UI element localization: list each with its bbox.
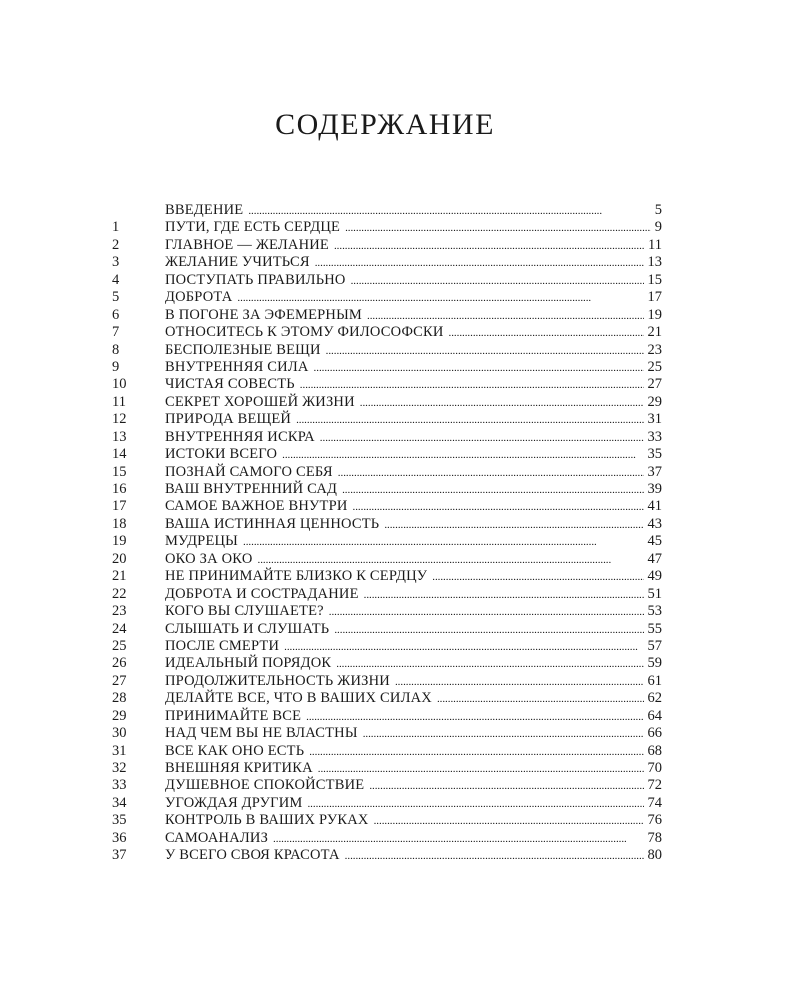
chapter-number: 35	[112, 812, 127, 829]
dot-leader	[345, 847, 644, 864]
dot-leader	[353, 498, 644, 515]
toc-entry	[112, 289, 662, 306]
page-number: 59	[647, 655, 662, 672]
toc-entry	[112, 307, 662, 324]
chapter-title: КОНТРОЛЬ В ВАШИХ РУКАХ	[165, 812, 369, 829]
dot-leader	[336, 655, 643, 672]
page-number: 37	[647, 463, 662, 480]
dot-leader	[351, 272, 644, 289]
page-number: 57	[647, 637, 662, 654]
page-number: 29	[647, 393, 662, 410]
toc-entry	[112, 516, 662, 533]
toc-entry	[112, 673, 662, 690]
toc-entry	[112, 324, 662, 341]
toc-entry	[112, 254, 662, 271]
page-number: 47	[647, 550, 662, 567]
chapter-number: 7	[112, 324, 120, 341]
chapter-number: 23	[112, 603, 127, 620]
chapter-title: ГЛАВНОЕ — ЖЕЛАНИЕ	[165, 236, 329, 253]
dot-leader	[314, 359, 644, 376]
chapter-number: 16	[112, 481, 127, 497]
dot-leader	[437, 690, 644, 707]
dot-leader	[248, 202, 650, 219]
dot-leader	[237, 289, 643, 306]
chapter-title: ДОБРОТА И СОСТРАДАНИЕ	[165, 585, 359, 602]
chapter-title: СЛЫШАТЬ И СЛУШАТЬ	[165, 620, 330, 637]
chapter-title: БЕСПОЛЕЗНЫЕ ВЕЩИ	[165, 341, 321, 358]
toc-entry	[112, 359, 662, 376]
page-number: 9	[654, 219, 662, 236]
chapter-title: ОКО ЗА ОКО	[165, 550, 253, 567]
chapter-number: 12	[112, 411, 127, 428]
chapter-number: 8	[112, 341, 120, 358]
page-number: 15	[647, 271, 662, 288]
page-number: 5	[654, 202, 662, 218]
chapter-number: 30	[112, 725, 127, 742]
page-number: 72	[647, 777, 662, 794]
dot-leader	[306, 708, 643, 725]
chapter-title: ДУШЕВНОЕ СПОКОЙСТВИЕ	[165, 777, 365, 794]
toc-entry	[112, 411, 662, 428]
page-number: 23	[647, 341, 662, 358]
dot-leader	[334, 237, 644, 254]
chapter-title: ЧИСТАЯ СОВЕСТЬ	[165, 376, 295, 393]
toc-entry	[112, 551, 662, 568]
chapter-number: 2	[112, 236, 120, 253]
chapter-number: 15	[112, 463, 127, 480]
toc-entry	[112, 219, 662, 236]
dot-leader	[384, 516, 643, 533]
page-number: 62	[647, 690, 662, 707]
chapter-title: ВВЕДЕНИЕ	[165, 202, 244, 218]
chapter-number: 3	[112, 254, 120, 271]
chapter-title: ИДЕАЛЬНЫЙ ПОРЯДОК	[165, 655, 332, 672]
chapter-title: САМОАНАЛИЗ	[165, 829, 269, 846]
chapter-title: ПУТИ, ГДЕ ЕСТЬ СЕРДЦЕ	[165, 219, 341, 236]
chapter-title: НАД ЧЕМ ВЫ НЕ ВЛАСТНЫ	[165, 725, 358, 742]
dot-leader	[342, 481, 643, 498]
chapter-title: ПРИРОДА ВЕЩЕЙ	[165, 411, 292, 428]
page-number: 51	[647, 585, 662, 602]
chapter-number: 20	[112, 550, 127, 567]
chapter-number: 5	[112, 289, 120, 306]
toc-entry	[112, 690, 662, 707]
chapter-number: 6	[112, 306, 120, 323]
toc-entry	[112, 812, 662, 829]
chapter-title: ВСЕ КАК ОНО ЕСТЬ	[165, 742, 305, 759]
page-number: 43	[647, 515, 662, 532]
page-number: 45	[647, 533, 662, 550]
chapter-number: 18	[112, 515, 127, 532]
toc-entry	[112, 708, 662, 725]
dot-leader	[320, 429, 644, 446]
chapter-number: 21	[112, 568, 127, 585]
toc-entry	[112, 568, 662, 585]
chapter-title: ДЕЛАЙТЕ ВСЕ, ЧТО В ВАШИХ СИЛАХ	[165, 690, 432, 707]
page-number: 35	[647, 446, 662, 463]
toc-entry	[112, 342, 662, 359]
dot-leader	[284, 638, 643, 655]
toc-entry	[112, 760, 662, 777]
page-number: 13	[647, 254, 662, 271]
page-number: 33	[647, 428, 662, 445]
dot-leader	[374, 812, 644, 829]
page-number: 21	[647, 324, 662, 341]
chapter-number: 32	[112, 760, 127, 776]
page-number: 11	[648, 236, 662, 253]
dot-leader	[395, 673, 644, 690]
toc-entry	[112, 743, 662, 760]
toc-entry	[112, 603, 662, 620]
chapter-number: 37	[112, 847, 127, 864]
chapter-title: ВНЕШНЯЯ КРИТИКА	[165, 760, 313, 776]
toc-entry	[112, 202, 662, 219]
page-number: 53	[647, 603, 662, 620]
chapter-title: ПОСТУПАТЬ ПРАВИЛЬНО	[165, 271, 346, 288]
toc-entry	[112, 621, 662, 638]
page-number: 78	[647, 829, 662, 846]
page-number: 74	[647, 794, 662, 811]
chapter-title: САМОЕ ВАЖНОЕ ВНУТРИ	[165, 498, 348, 515]
chapter-number: 9	[112, 358, 120, 375]
chapter-number: 10	[112, 376, 127, 393]
chapter-title: ЖЕЛАНИЕ УЧИТЬСЯ	[165, 254, 310, 271]
dot-leader	[318, 760, 644, 777]
toc-entry	[112, 446, 662, 463]
chapter-number: 29	[112, 707, 127, 724]
page-number: 80	[647, 847, 662, 864]
toc-entry	[112, 376, 662, 393]
dot-leader	[282, 446, 643, 463]
dot-leader	[364, 586, 644, 603]
chapter-number: 31	[112, 742, 127, 759]
dot-leader	[273, 830, 643, 847]
page-number: 70	[647, 760, 662, 776]
page-number: 68	[647, 742, 662, 759]
toc-entry	[112, 655, 662, 672]
page-number: 49	[647, 568, 662, 585]
page-number: 39	[647, 481, 662, 497]
chapter-number: 19	[112, 533, 127, 550]
chapter-title: ПРОДОЛЖИТЕЛЬНОСТЬ ЖИЗНИ	[165, 672, 390, 689]
chapter-title: В ПОГОНЕ ЗА ЭФЕМЕРНЫМ	[165, 306, 363, 323]
chapter-title: ПОСЛЕ СМЕРТИ	[165, 637, 280, 654]
dot-leader	[329, 603, 644, 620]
toc-entry	[112, 394, 662, 411]
page-title: СОДЕРЖАНИЕ	[275, 108, 495, 141]
chapter-title: КОГО ВЫ СЛУШАЕТЕ?	[165, 603, 324, 620]
page-number: 19	[647, 306, 662, 323]
chapter-number: 14	[112, 446, 127, 463]
dot-leader	[243, 533, 643, 550]
dot-leader	[334, 621, 643, 638]
dot-leader	[338, 464, 644, 481]
chapter-number: 17	[112, 498, 127, 515]
dot-leader	[300, 376, 644, 393]
chapter-title: ВАША ИСТИННАЯ ЦЕННОСТЬ	[165, 515, 380, 532]
page-number: 55	[647, 620, 662, 637]
toc-entry	[112, 533, 662, 550]
page-number: 31	[647, 411, 662, 428]
chapter-title: ПРИНИМАЙТЕ ВСЕ	[165, 707, 302, 724]
dot-leader	[432, 568, 643, 585]
chapter-number: 26	[112, 655, 127, 672]
chapter-title: МУДРЕЦЫ	[165, 533, 239, 550]
toc-entry	[112, 795, 662, 812]
dot-leader	[363, 725, 644, 742]
chapter-number: 33	[112, 777, 127, 794]
chapter-number: 25	[112, 637, 127, 654]
toc-entry	[112, 498, 662, 515]
table-of-contents	[112, 202, 662, 865]
chapter-number: 27	[112, 672, 127, 689]
chapter-number: 1	[112, 219, 120, 236]
chapter-title: ОТНОСИТЕСЬ К ЭТОМУ ФИЛОСОФСКИ	[165, 324, 444, 341]
chapter-number: 34	[112, 794, 127, 811]
dot-leader	[360, 394, 644, 411]
page-number: 61	[647, 672, 662, 689]
toc-entry	[112, 481, 662, 498]
dot-leader	[296, 411, 643, 428]
page-number: 66	[647, 725, 662, 742]
toc-entry	[112, 272, 662, 289]
chapter-title: НЕ ПРИНИМАЙТЕ БЛИЗКО К СЕРДЦУ	[165, 568, 428, 585]
dot-leader	[345, 219, 651, 236]
chapter-number: 24	[112, 620, 127, 637]
toc-entry	[112, 237, 662, 254]
chapter-number: 28	[112, 690, 127, 707]
chapter-number: 4	[112, 271, 120, 288]
chapter-title: СЕКРЕТ ХОРОШЕЙ ЖИЗНИ	[165, 393, 355, 410]
toc-entry	[112, 830, 662, 847]
toc-entry	[112, 725, 662, 742]
dot-leader	[367, 307, 643, 324]
dot-leader	[369, 777, 643, 794]
chapter-title: У ВСЕГО СВОЯ КРАСОТА	[165, 847, 340, 864]
dot-leader	[326, 342, 644, 359]
chapter-title: ВАШ ВНУТРЕННИЙ САД	[165, 481, 338, 497]
dot-leader	[315, 254, 644, 271]
dot-leader	[449, 324, 644, 341]
dot-leader	[307, 795, 643, 812]
chapter-title: ПОЗНАЙ САМОГО СЕБЯ	[165, 463, 333, 480]
page-number: 17	[647, 289, 662, 306]
page-number: 25	[647, 358, 662, 375]
page-number: 76	[647, 812, 662, 829]
page-number: 27	[647, 376, 662, 393]
toc-entry	[112, 777, 662, 794]
chapter-number: 13	[112, 428, 127, 445]
chapter-number: 11	[112, 393, 126, 410]
chapter-title: ВНУТРЕННЯЯ ИСКРА	[165, 428, 315, 445]
toc-entry	[112, 847, 662, 864]
chapter-number: 22	[112, 585, 127, 602]
toc-entry	[112, 586, 662, 603]
toc-entry	[112, 429, 662, 446]
dot-leader	[258, 551, 644, 568]
chapter-title: УГОЖДАЯ ДРУГИМ	[165, 794, 303, 811]
chapter-number: 36	[112, 829, 127, 846]
chapter-title: ДОБРОТА	[165, 289, 233, 306]
dot-leader	[309, 743, 643, 760]
chapter-title: ВНУТРЕННЯЯ СИЛА	[165, 358, 309, 375]
toc-entry	[112, 638, 662, 655]
chapter-title: ИСТОКИ ВСЕГО	[165, 446, 278, 463]
page-number: 64	[647, 707, 662, 724]
toc-entry	[112, 464, 662, 481]
page-number: 41	[647, 498, 662, 515]
